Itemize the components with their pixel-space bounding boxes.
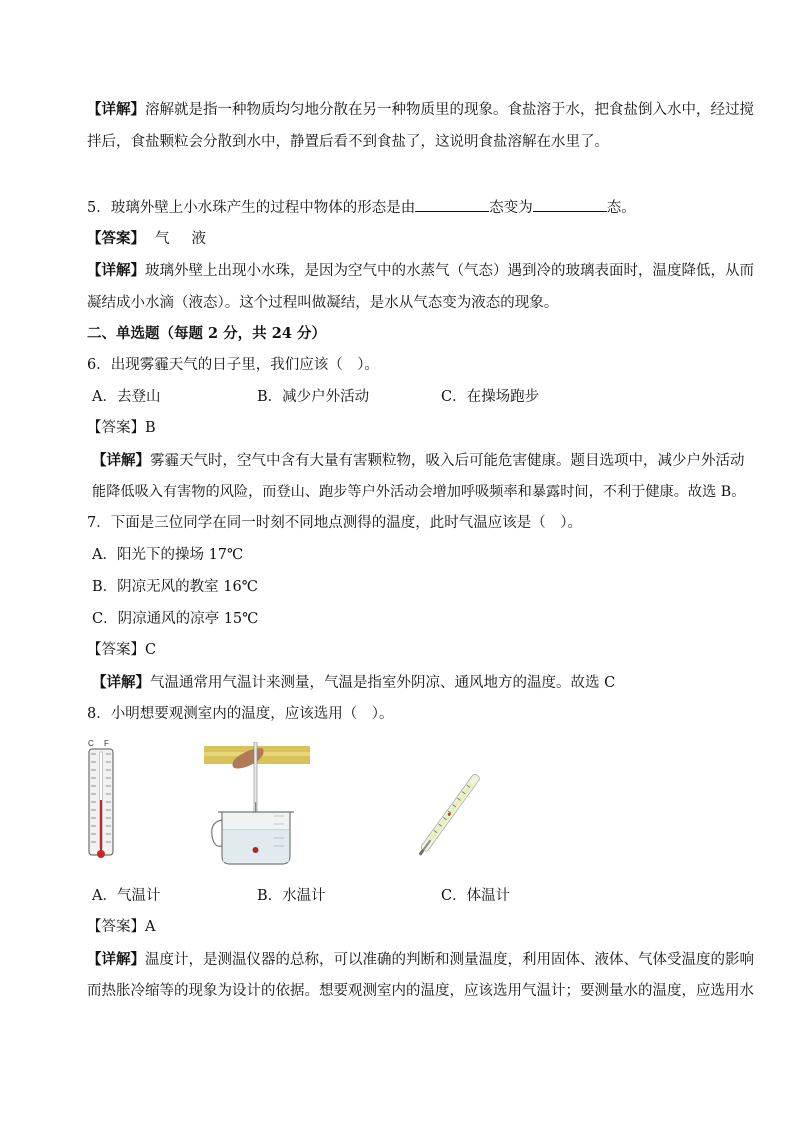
- clinical-thermometer-image: [408, 766, 488, 870]
- q6-detail-line-2: 能降低吸入有害物的风险，而登山、跑步等户外活动会增加呼吸频率和暴露时间，不利于健康。故选 B。: [92, 484, 746, 500]
- q6-answer: 【答案】B: [87, 420, 156, 436]
- q8-detail-line-2: 而热胀冷缩等的现象为设计的依据。想要观测室内的温度，应该选用气温计；要测量水的温度，应选用水: [87, 983, 754, 999]
- q5-detail-line-2: 凝结成小水滴（液态）。这个过程叫做凝结，是水从气态变为液态的现象。: [87, 295, 559, 311]
- q5-blank-2: [533, 197, 607, 212]
- q6-option-b: B．减少户外活动: [257, 389, 370, 405]
- q6-stem: 6．出现雾霾天气的日子里，我们应该（ ）。: [87, 357, 379, 373]
- q6-option-c: C．在操场跑步: [441, 389, 540, 405]
- q8-detail-line-1: 【详解】温度计，是测温仪器的总称，可以准确的判断和测量温度，利用固体、液体、气体受温度的影响: [87, 951, 754, 968]
- q4-detail-line-1: 【详解】溶解就是指一种物质均匀地分散在另一种物质里的现象。食盐溶于水，把食盐倒入水中，经过搅: [87, 101, 754, 118]
- svg-text:C: C: [88, 739, 94, 748]
- q6-detail-line-1: 【详解】雾霾天气时，空气中含有大量有害颗粒物，吸入后可能危害健康。题目选项中，减少户外活动: [92, 452, 745, 469]
- q8-answer: 【答案】A: [87, 919, 156, 935]
- q8-option-a: A．气温计: [92, 888, 161, 904]
- q7-option-a: A．阳光下的操场 17℃: [92, 547, 244, 563]
- q5-detail-line-1: 【详解】玻璃外壁上出现小水珠，是因为空气中的水蒸气（气态）遇到冷的玻璃表面时，温度降低，从而: [87, 262, 754, 279]
- q8-stem: 8．小明想要观测室内的温度，应该选用（ ）。: [87, 706, 394, 722]
- q7-option-c: C．阴凉通风的凉亭 15℃: [92, 611, 259, 627]
- svg-text:F: F: [104, 739, 109, 748]
- q5-stem: 5．玻璃外壁上小水珠产生的过程中物体的形态是由 态变为 态。: [87, 197, 636, 218]
- q7-option-b: B．阴凉无风的教室 16℃: [92, 579, 258, 595]
- q7-answer: 【答案】C: [87, 642, 157, 658]
- water-thermometer-image: [204, 742, 310, 870]
- q5-blank-1: [415, 197, 489, 212]
- q7-detail: 【详解】气温通常用气温计来测量，气温是指室外阴凉、通风地方的温度。故选 C: [92, 674, 616, 691]
- air-thermometer-image: [86, 738, 116, 866]
- q5-answer: 【答案】 气 液: [87, 230, 206, 247]
- q6-option-a: A．去登山: [92, 389, 161, 405]
- section-heading: 二、单选题（每题 2 分，共 24 分）: [87, 325, 326, 342]
- q8-option-b: B．水温计: [257, 888, 326, 904]
- q8-option-c: C．体温计: [441, 888, 511, 904]
- q4-detail-line-2: 拌后，食盐颗粒会分散到水中，静置后看不到食盐了，这说明食盐溶解在水里了。: [87, 134, 609, 150]
- q7-stem: 7．下面是三位同学在同一时刻不同地点测得的温度，此时气温应该是（ ）。: [87, 515, 582, 531]
